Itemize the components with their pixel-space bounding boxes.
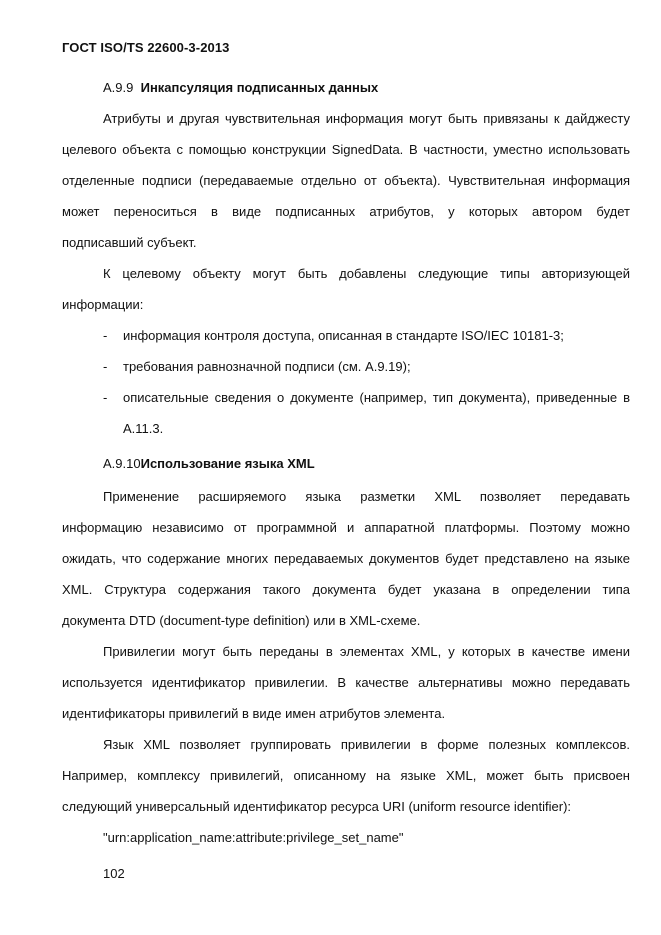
page-number: 102 [103, 866, 125, 881]
text-line: информации: [62, 297, 144, 312]
list-dash: - [103, 390, 108, 405]
section-heading-a99 [103, 80, 378, 96]
text-line: Например, комплексу привилегий, описанному на языке XML, может быть присвоен [62, 768, 630, 783]
list-item: требования равнозначной подписи (см. А.9.19); [123, 359, 411, 374]
list-item: описательные сведения о документе (например, тип документа), приведенные в [123, 390, 630, 405]
text-line: XML. Структура содержания такого документа будет указана в определении типа [62, 582, 630, 597]
uri-example: "urn:application_name:attribute:privilege_set_name" [103, 830, 404, 845]
text-line: ожидать, что содержание многих передаваемых документов будет представлено на языке [62, 551, 630, 566]
list-item: информация контроля доступа, описанная в стандарте ISO/IEC 10181-3; [123, 328, 564, 343]
text-line: целевого объекта с помощью конструкции SignedData. В частности, уместно использовать [62, 142, 630, 157]
section-title: Инкапсуляция подписанных данных [140, 80, 379, 95]
list-dash: - [103, 359, 108, 374]
text-line: К целевому объекту могут быть добавлены следующие типы авторизующей [103, 266, 630, 281]
text-line: используется идентификатор привилегии. В качестве альтернативы можно передавать [62, 675, 630, 690]
text-line: Язык XML позволяет группировать привилегии в форме полезных комплексов. [103, 737, 630, 752]
list-item-continuation: А.11.3. [123, 421, 164, 436]
text-line: информацию независимо от программной и аппаратной платформы. Поэтому можно [62, 520, 630, 535]
section-number: А.9.9 [103, 80, 134, 95]
text-line: Атрибуты и другая чувствительная информация могут быть привязаны к дайджесту [103, 111, 630, 126]
text-line: подписавший субъект. [62, 235, 197, 250]
section-heading-a910 [103, 456, 315, 472]
text-line: отделенные подписи (передаваемые отдельно от объекта). Чувствительная информация [62, 173, 630, 188]
section-title: Использование языка XML [140, 456, 315, 471]
text-line: идентификаторы привилегий в виде имен атрибутов элемента. [62, 706, 446, 721]
section-number: А.9.10 [103, 456, 141, 471]
text-line: следующий универсальный идентификатор ресурса URI (uniform resource identifier): [62, 799, 572, 814]
list-dash: - [103, 328, 108, 343]
text-line: Привилегии могут быть переданы в элементах XML, у которых в качестве имени [103, 644, 630, 659]
text-line: Применение расширяемого языка разметки XML позволяет передавать [103, 489, 630, 504]
text-line: документа DTD (document-type definition) или в XML-схеме. [62, 613, 421, 628]
text-line: может переноситься в виде подписанных атрибутов, у которых автором будет [62, 204, 630, 219]
document-header: ГОСТ ISO/TS 22600-3-2013 [62, 40, 230, 55]
